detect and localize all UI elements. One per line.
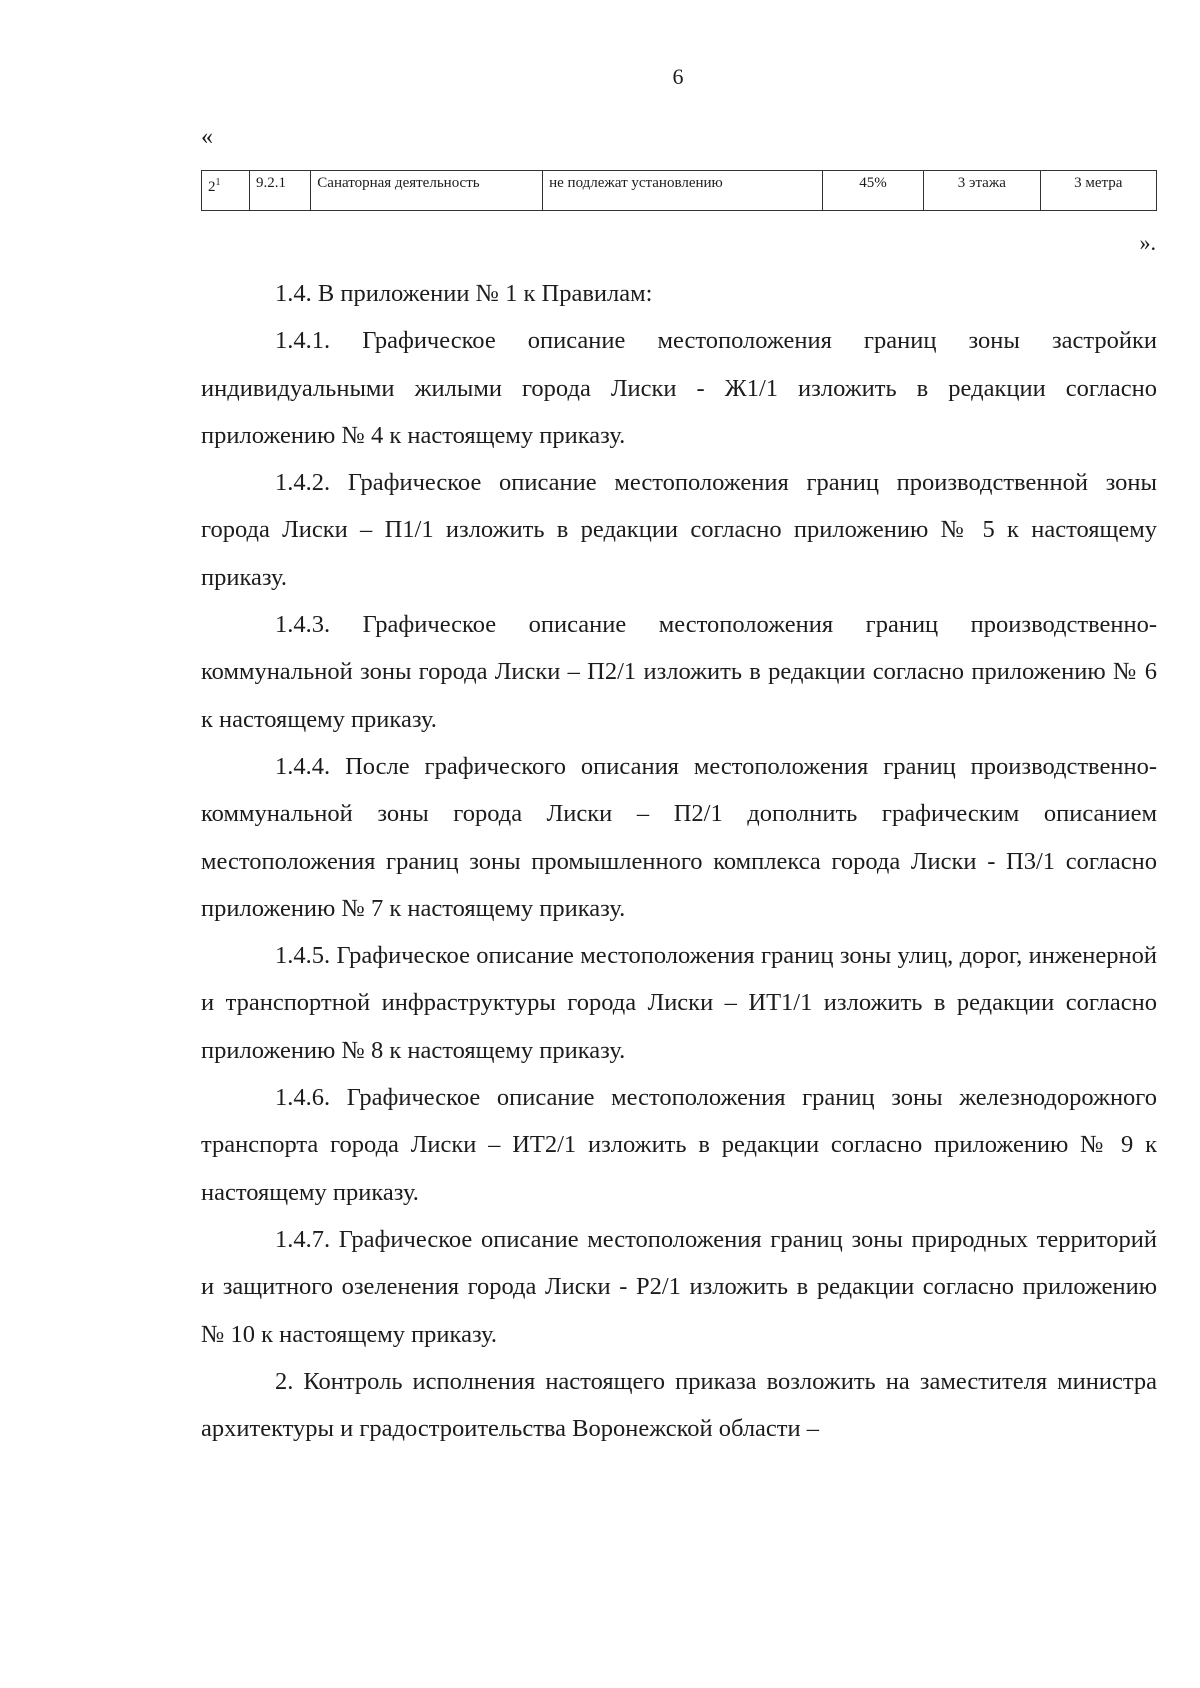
paragraph-1-4-2: 1.4.2. Графическое описание местоположения границ производственной зоны города Лиски – П1/1 изложить в редакции согласно приложению № 5 к настоящему приказу.: [201, 469, 1157, 591]
cell-size-limits: не подлежат установлению: [543, 171, 823, 211]
cell-row-number: $2^1$: [202, 171, 250, 211]
paragraph-1-4-6: 1.4.6. Графическое описание местоположения границ зоны железнодорожного транспорта города Лиски – ИТ2/1 изложить в редакции согласно приложению № 9 к настоящему приказу.: [201, 1084, 1157, 1206]
paragraph-1-4-3: 1.4.3. Графическое описание местоположения границ производственно-коммунальной зоны города Лиски – П2/1 изложить в редакции согласно приложению № 6 к настоящему приказу.: [201, 611, 1157, 733]
opening-quote-mark: «: [201, 124, 213, 150]
cell-coverage-percent: 45%: [822, 171, 923, 211]
table-row: [202, 171, 1157, 211]
paragraph-1-4-4: 1.4.4. После графического описания местоположения границ производственно-коммунальной зоны города Лиски – П2/1 дополнить графическим описанием местоположения границ зоны промышленного комплекса города Лиски - П3/1 согласно приложению № 7 к настоящему приказу.: [201, 752, 1157, 922]
body-text: [201, 270, 1157, 1452]
paragraph-1-4-7: 1.4.7. Графическое описание местоположения границ зоны природных территорий и защитного озеленения города Лиски - Р2/1 изложить в редакции согласно приложению № 10 к настоящему приказу.: [201, 1225, 1157, 1348]
paragraph-1-4-1: 1.4.1. Графическое описание местоположения границ зоны застройки индивидуальными жилыми города Лиски - Ж1/1 изложить в редакции согласно приложению № 4 к настоящему приказу.: [201, 327, 1157, 449]
regulation-table: [201, 170, 1157, 211]
cell-min-setback: 3 метра: [1040, 171, 1156, 211]
cell-max-floors: 3 этажа: [924, 171, 1040, 211]
page-number: 6: [672, 64, 684, 89]
paragraph-1-4: 1.4. В приложении № 1 к Правилам:: [275, 280, 653, 307]
paragraph-1-4-5: 1.4.5. Графическое описание местоположения границ зоны улиц, дорог, инженерной и транспортной инфраструктуры города Лиски – ИТ1/1 изложить в редакции согласно приложению № 8 к настоящему приказу.: [201, 942, 1157, 1064]
cell-use-code: 9.2.1: [250, 171, 311, 211]
cell-use-name: Санаторная деятельность: [311, 171, 543, 211]
paragraph-2: 2. Контроль исполнения настоящего приказа возложить на заместителя министра архитектуры и градостроительства Воронежской области –: [201, 1367, 1157, 1443]
closing-quote-mark: ».: [1139, 230, 1156, 255]
